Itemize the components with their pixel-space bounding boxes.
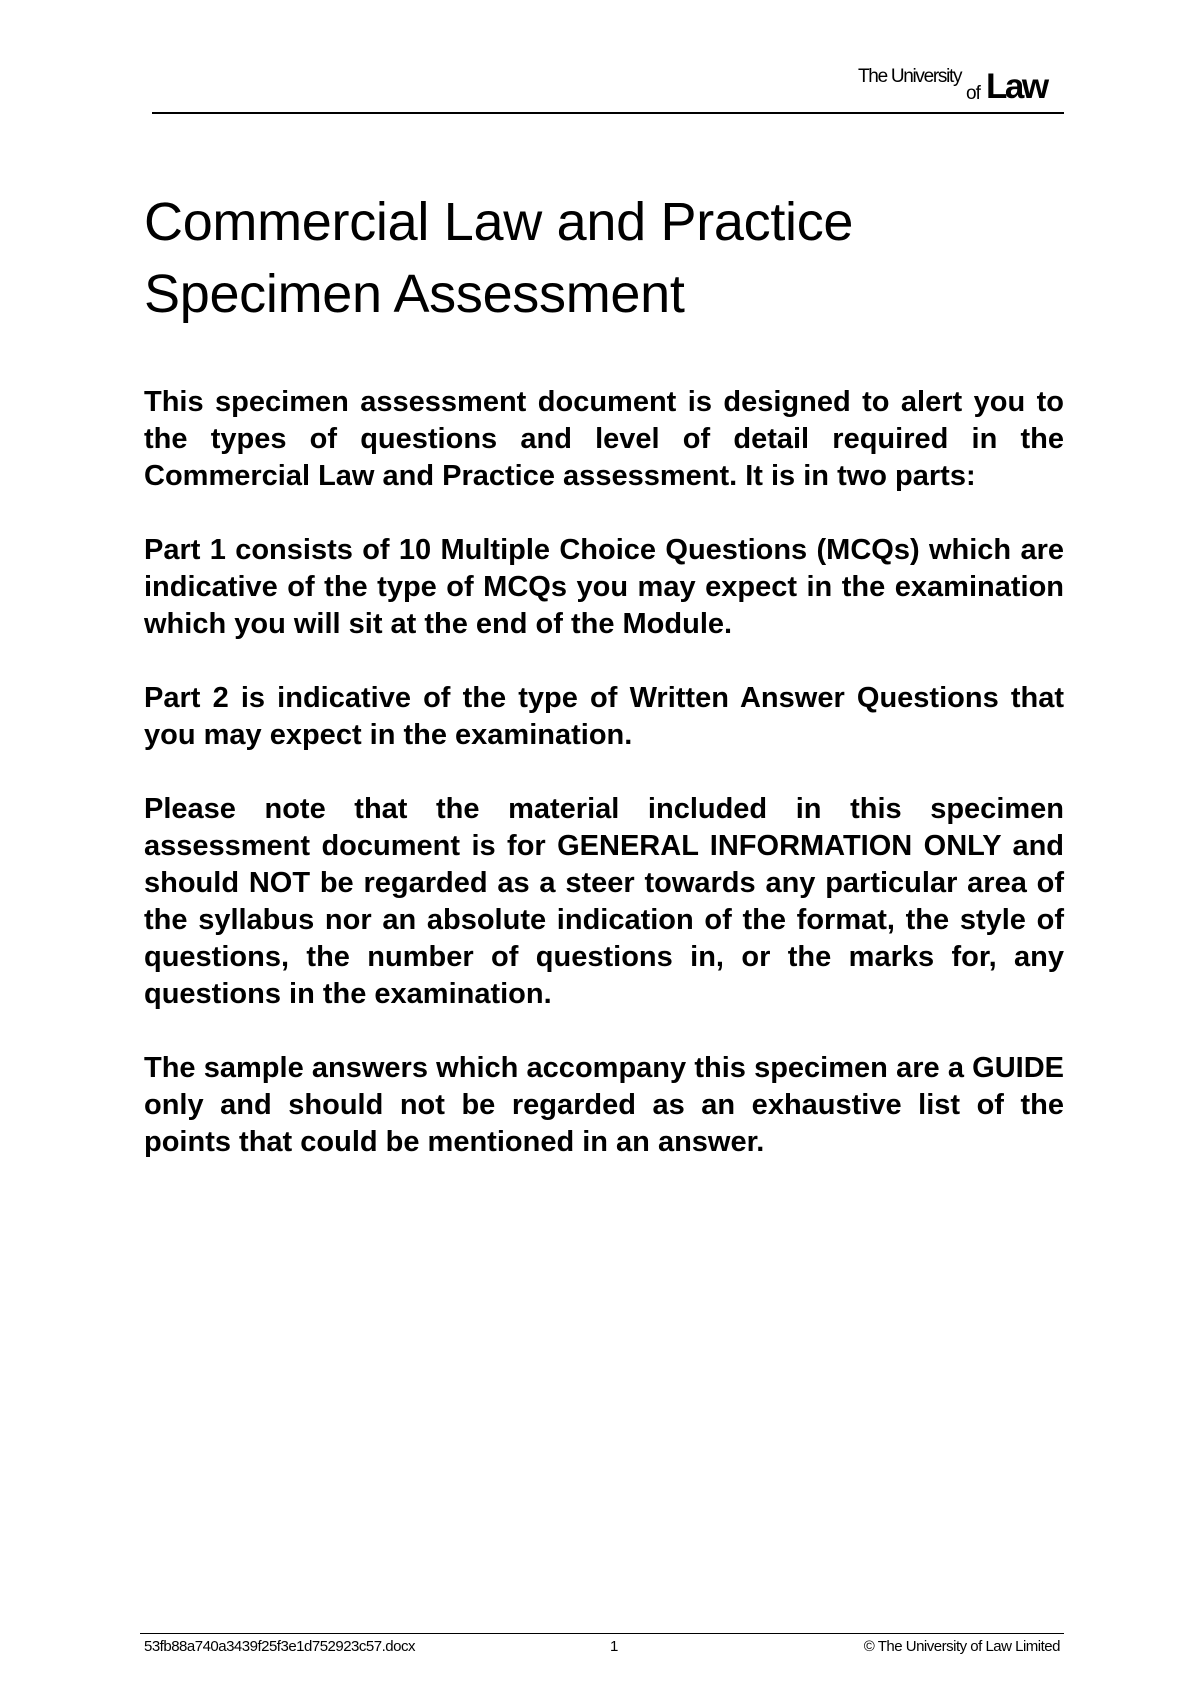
document-body [144, 384, 1064, 1198]
title-line-2: Specimen Assessment [144, 264, 685, 324]
logo-law-text: Law [986, 67, 1047, 106]
logo-of-text: of [966, 83, 980, 104]
footer-filename: 53fb88a740a3439f25f3e1d752923c57.docx [144, 1638, 415, 1655]
footer-rule [140, 1633, 1064, 1634]
disclaimer-paragraph: Please note that the material included in this specimen assessment document is for GENERAL INFORMATION ONLY and should NOT be regarded as a steer towards any particular area of the syllabus nor an absolute indication of the format, the style of questions, the number of questions in, or the marks for, any questions in the examination. [144, 793, 1064, 1010]
footer-copyright: © The University of Law Limited [863, 1638, 1060, 1655]
header-rule [152, 112, 1064, 114]
page-footer [140, 1638, 1064, 1658]
logo-the-university-text: The University [858, 66, 962, 87]
document-title [144, 186, 1064, 330]
footer-page-number: 1 [610, 1638, 618, 1655]
part-2-paragraph: Part 2 is indicative of the type of Written Answer Questions that you may expect in the examination. [144, 682, 1064, 751]
intro-paragraph: This specimen assessment document is designed to alert you to the types of questions and level of detail required in the Commercial Law and Practice assessment. It is in two parts: [144, 386, 1064, 492]
sample-answers-paragraph: The sample answers which accompany this specimen are a GUIDE only and should not be regarded as an exhaustive list of the points that could be mentioned in an answer. [144, 1052, 1064, 1158]
part-1-paragraph: Part 1 consists of 10 Multiple Choice Questions (MCQs) which are indicative of the type of MCQs you may expect in the examination which you will sit at the end of the Module. [144, 534, 1064, 640]
university-of-law-logo [858, 66, 1064, 106]
title-line-1: Commercial Law and Practice [144, 192, 854, 252]
